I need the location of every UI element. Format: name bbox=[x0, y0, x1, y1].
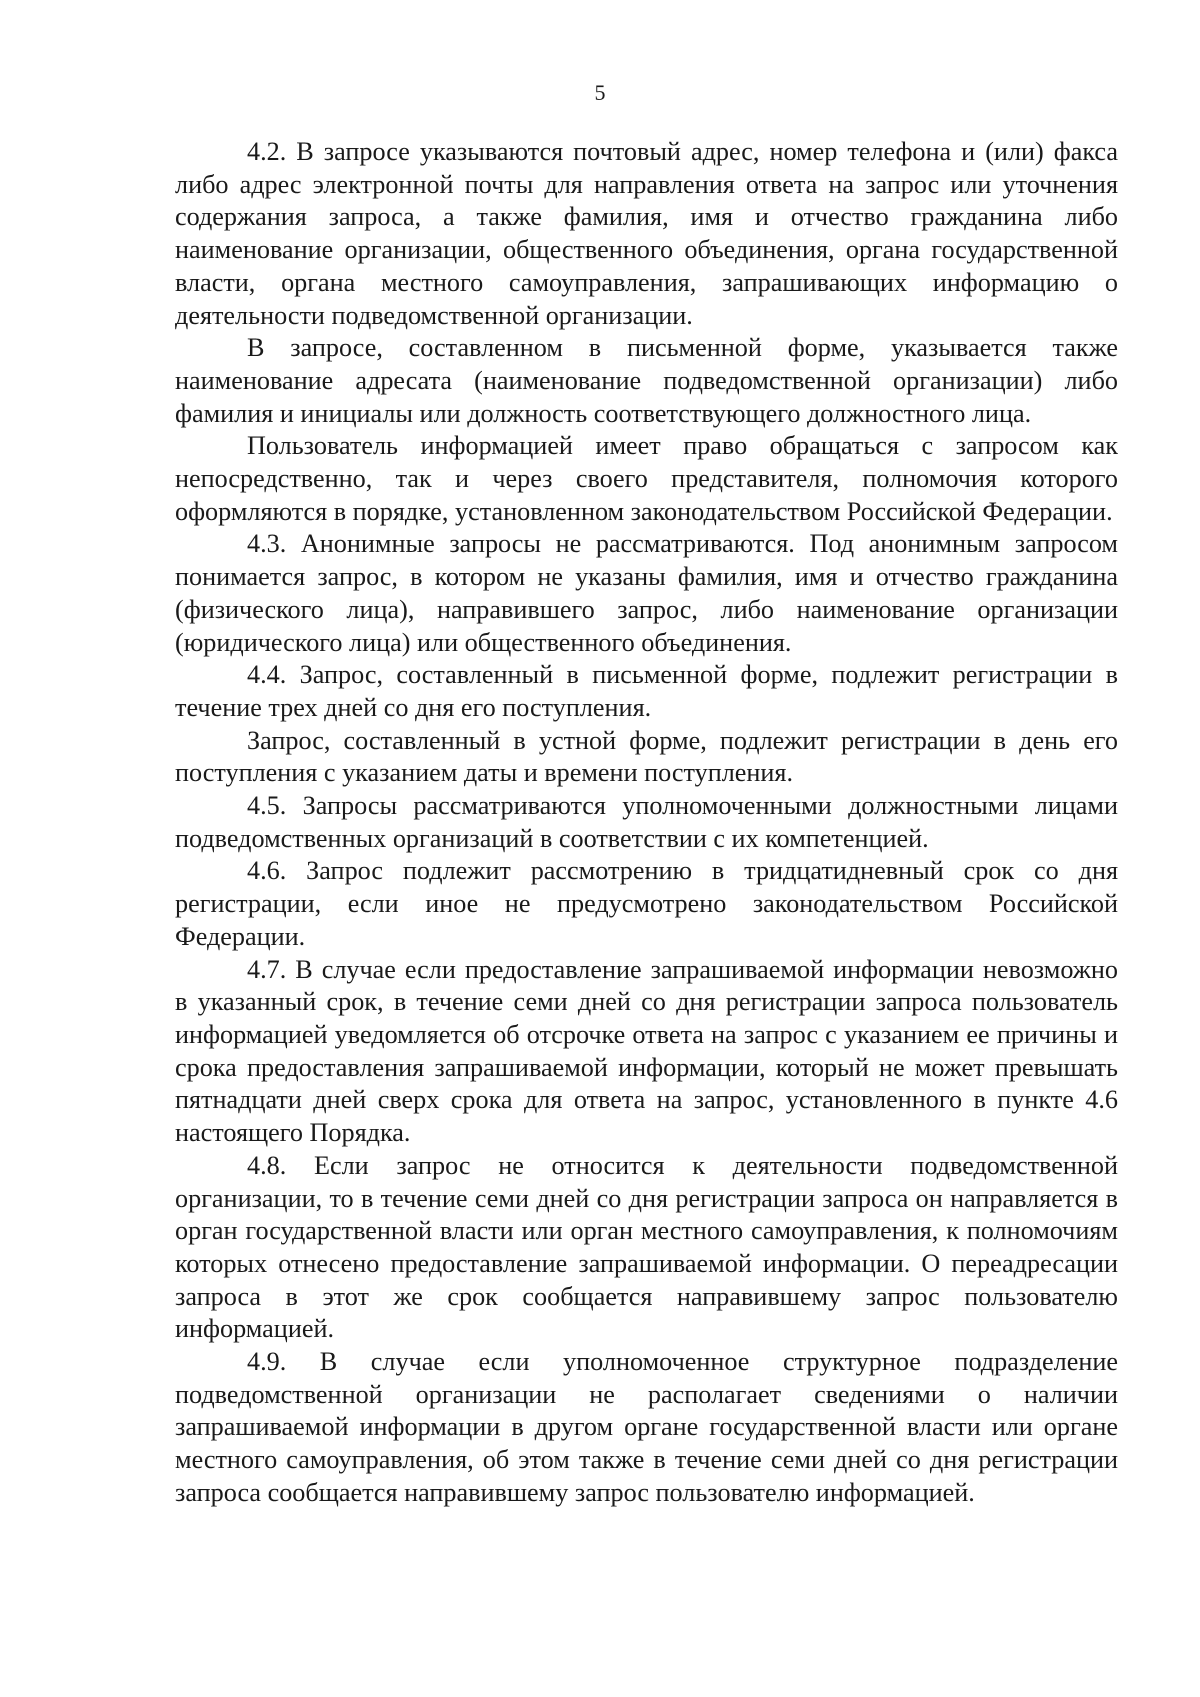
paragraph-oral-request: Запрос, составленный в устной форме, подлежит регистрации в день его поступления с указанием даты и времени поступления. bbox=[175, 725, 1118, 788]
page-number: 5 bbox=[594, 80, 606, 105]
paragraph-representative: Пользователь информацией имеет право обращаться с запросом как непосредственно, так и через своего представителя, полномочия которого оформляются в порядке, установленном законодательством Российской Федерации. bbox=[175, 431, 1118, 526]
paragraph-4-8: 4.8. Если запрос не относится к деятельности подведомственной организации, то в течение семи дней со дня регистрации запроса он направляется в орган государственной власти или орган местного самоуправления, к полномочиям которых отнесено предоставление запрашиваемой информации. О переадресации запроса в этот же срок сообщается направившему запрос пользователю информацией. bbox=[175, 1150, 1118, 1344]
paragraph-4-7: 4.7. В случае если предоставление запрашиваемой информации невозможно в указанный срок, в течение семи дней со дня регистрации запроса пользователь информацией уведомляется об отсрочке ответа на запрос с указанием ее причины и срока предоставления запрашиваемой информации, который не может превышать пятнадцати дней сверх срока для ответа на запрос, установленного в пункте 4.6 настоящего Порядка. bbox=[175, 954, 1118, 1148]
paragraph-addressee: В запросе, составленном в письменной форме, указывается также наименование адресата (наименование подведомственной организации) либо фамилия и инициалы или должность соответствующего должностного лица. bbox=[175, 333, 1118, 428]
paragraph-4-9: 4.9. В случае если уполномоченное структурное подразделение подведомственной организации не располагает сведениями о наличии запрашиваемой информации в другом органе государственной власти или органе местного самоуправления, об этом также в течение семи дней со дня регистрации запроса сообщается направившему запрос пользователю информацией. bbox=[175, 1347, 1118, 1507]
paragraph-4-3: 4.3. Анонимные запросы не рассматриваются. Под анонимным запросом понимается запрос, в котором не указаны фамилия, имя и отчество гражданина (физического лица), направившего запрос, либо наименование организации (юридического лица) или общественного объединения. bbox=[175, 529, 1118, 657]
paragraph-4-2: 4.2. В запросе указываются почтовый адрес, номер телефона и (или) факса либо адрес электронной почты для направления ответа на запрос или уточнения содержания запроса, а также фамилия, имя и отчество гражданина либо наименование организации, общественного объединения, органа государственной власти, органа местного самоуправления, запрашивающих информацию о деятельности подведомственной организации. bbox=[175, 137, 1118, 330]
document-body bbox=[175, 136, 1118, 1510]
paragraph-4-4: 4.4. Запрос, составленный в письменной форме, подлежит регистрации в течение трех дней со дня его поступления. bbox=[175, 660, 1118, 722]
paragraph-4-6: 4.6. Запрос подлежит рассмотрению в тридцатидневный срок со дня регистрации, если иное не предусмотрено законодательством Российской Федерации. bbox=[175, 856, 1118, 951]
paragraph-4-5: 4.5. Запросы рассматриваются уполномоченными должностными лицами подведомственных организаций в соответствии с их компетенцией. bbox=[175, 791, 1118, 853]
